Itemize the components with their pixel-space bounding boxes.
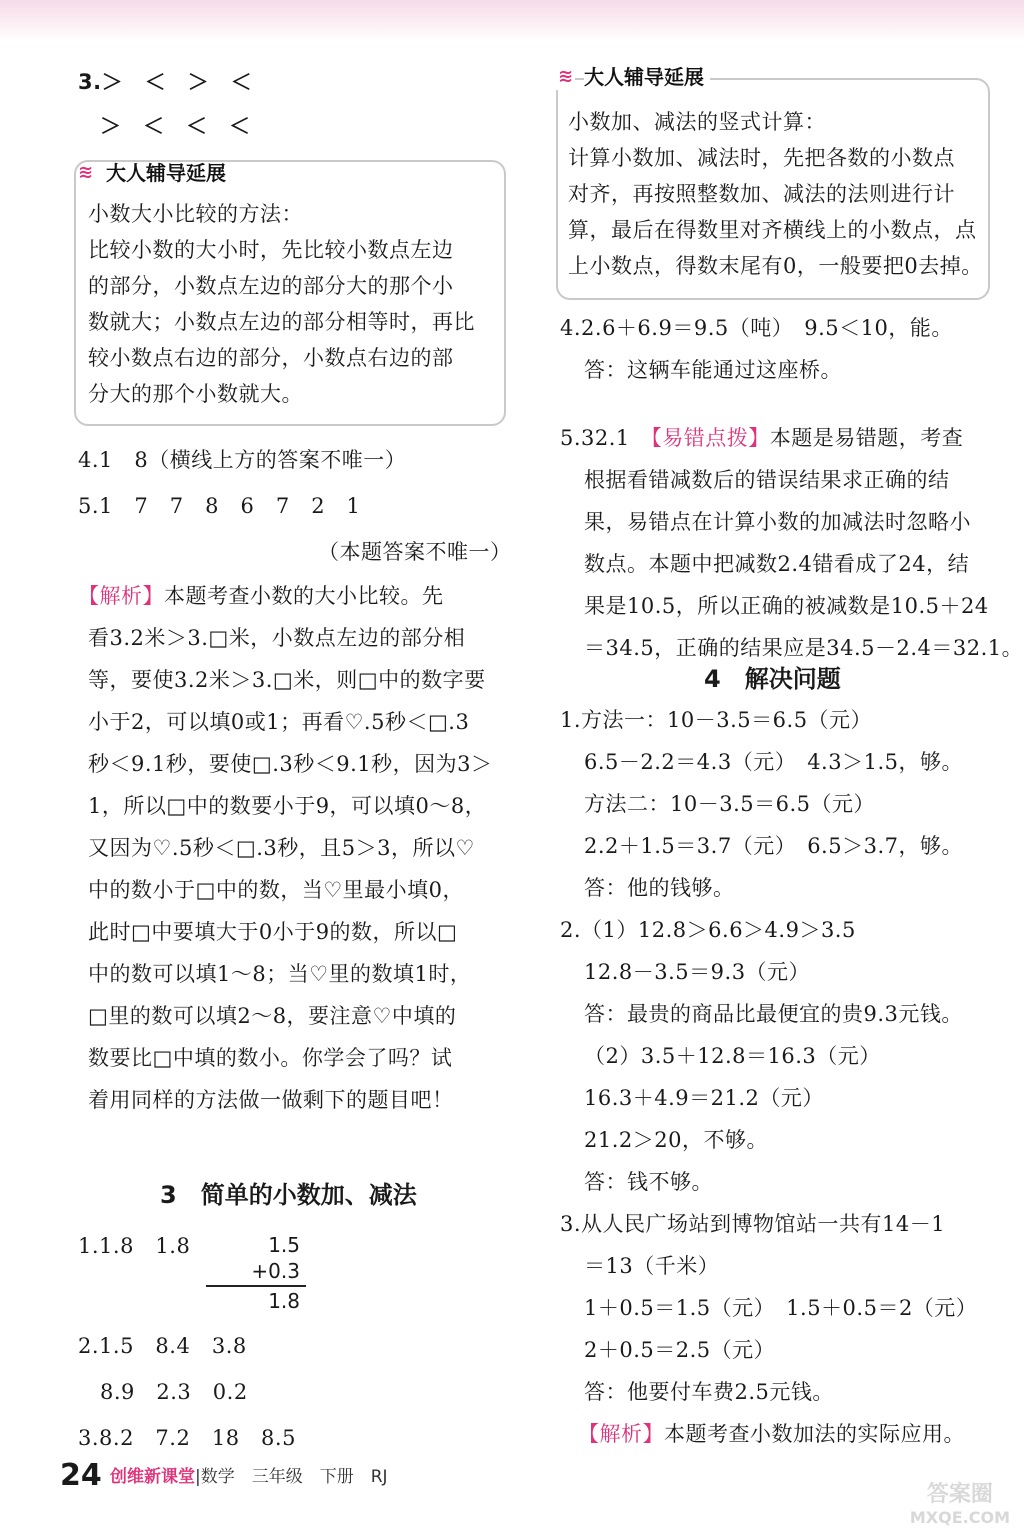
p2-line: 2.（1）12.8＞6.6＞4.9＞3.5 bbox=[560, 918, 856, 942]
r5-answer: 5.32.1 bbox=[560, 426, 652, 450]
tutor-box-2-title: 大人辅导延展 bbox=[584, 64, 710, 90]
p2-line: 答：最贵的商品比最便宜的贵9.3元钱。 bbox=[584, 1002, 963, 1026]
box1-line: 较小数点右边的部分，小数点右边的部 bbox=[88, 346, 454, 370]
vertical-calc-addend: +0.3 bbox=[251, 1259, 300, 1283]
s3-answer-1: 1.1.8 1.8 bbox=[78, 1234, 191, 1258]
wave-icon: ≋ bbox=[78, 162, 94, 183]
box1-line: 比较小数的大小时，先比较小数点左边 bbox=[88, 238, 454, 262]
r5-line: 根据看错减数后的错误结果求正确的结 bbox=[584, 468, 950, 492]
analysis-line: 中的数可以填1～8；当♡里的数填1时， bbox=[88, 962, 472, 986]
p1-line: 2.2＋1.5＝3.7（元） 6.5＞3.7，够。 bbox=[584, 834, 963, 858]
r5-line: 数点。本题中把减数2.4错看成了24，结 bbox=[584, 552, 970, 576]
error-tip-tag: 【易错点拨】 bbox=[651, 426, 770, 450]
s3-answer-2: 2.1.5 8.4 3.8 bbox=[78, 1334, 247, 1358]
analysis-first-line bbox=[78, 582, 444, 610]
p3-analysis-text: 本题考查小数加法的实际应用。 bbox=[664, 1422, 965, 1446]
box1-line: 的部分，小数点左边的部分大的那个小 bbox=[88, 274, 454, 298]
analysis-tag: 【解析】 bbox=[578, 1422, 664, 1446]
analysis-line: 此时□中要填大于0小于9的数，所以□ bbox=[88, 920, 458, 944]
p2-line: 21.2＞20，不够。 bbox=[584, 1128, 768, 1152]
analysis-line: □里的数可以填2～8，要注意♡中填的 bbox=[88, 1004, 457, 1028]
p3-line: 3.从人民广场站到博物馆站一共有14－1 bbox=[560, 1212, 946, 1236]
box2-line: 算，最后在得数里对齐横线上的小数点，点 bbox=[568, 218, 977, 242]
answer-3-row2: ＞ ＜ ＜ ＜ bbox=[100, 114, 251, 138]
analysis-line: 着用同样的方法做一做剩下的题目吧！ bbox=[88, 1088, 454, 1112]
r-answer-4-reply: 答：这辆车能通过这座桥。 bbox=[584, 358, 842, 382]
analysis-line: 小于2，可以填0或1；再看♡.5秒＜□.3 bbox=[88, 710, 470, 734]
p3-line: 答：他要付车费2.5元钱。 bbox=[584, 1380, 834, 1404]
section-4-title: 4 解决问题 bbox=[704, 665, 841, 693]
tutor-box-1-title: 大人辅导延展 bbox=[106, 161, 226, 185]
book-info: |数学 三年级 下册 RJ bbox=[195, 1467, 388, 1487]
analysis-line: 等，要使3.2米＞3.□米，则□中的数字要 bbox=[88, 668, 486, 692]
section-3-title: 3 简单的小数加、减法 bbox=[160, 1181, 417, 1209]
box1-line: 数就大；小数点左边的部分相等时，再比 bbox=[88, 310, 475, 334]
s3-answer-3: 3.8.2 7.2 18 8.5 bbox=[78, 1426, 296, 1450]
p2-line: （2）3.5＋12.8＝16.3（元） bbox=[584, 1044, 881, 1068]
box2-line: 对齐，再按照整数加、减法的法则进行计 bbox=[568, 182, 955, 206]
watermark-text: 答案圈 bbox=[926, 1482, 993, 1507]
p1-line: 答：他的钱够。 bbox=[584, 876, 735, 900]
box2-line: 计算小数加、减法时，先把各数的小数点 bbox=[568, 146, 955, 170]
r5-text: 本题是易错题，考查 bbox=[769, 426, 964, 450]
p3-line: 1＋0.5＝1.5（元） 1.5＋0.5＝2（元） bbox=[584, 1296, 978, 1320]
p3-line: ＝13（千米） bbox=[584, 1254, 720, 1278]
watermark bbox=[910, 1482, 1010, 1528]
r-answer-5-first bbox=[560, 424, 963, 452]
p2-line: 答：钱不够。 bbox=[584, 1170, 713, 1194]
vertical-calc-line bbox=[206, 1285, 306, 1287]
p1-line: 方法二：10－3.5＝6.5（元） bbox=[584, 792, 876, 816]
top-decoration-band bbox=[0, 0, 1024, 40]
s3-answer-2-row2: 8.9 2.3 0.2 bbox=[100, 1380, 248, 1404]
watermark-url: MXQE.COM bbox=[909, 1508, 1010, 1527]
brand-name: 创维新课堂 bbox=[110, 1467, 195, 1487]
r-answer-4: 4.2.6＋6.9＝9.5（吨） 9.5＜10，能。 bbox=[560, 316, 953, 340]
r5-line: 果是10.5，所以正确的被减数是10.5＋24 bbox=[584, 594, 989, 618]
answer-5: 5.1 7 7 8 6 7 2 1 bbox=[78, 494, 361, 518]
wave-icon: ≋ bbox=[556, 64, 575, 90]
analysis-line: 数要比□中填的数小。你学会了吗？试 bbox=[88, 1046, 453, 1070]
footer-caption bbox=[110, 1466, 388, 1488]
p1-line: 1.方法一：10－3.5＝6.5（元） bbox=[560, 708, 873, 732]
vertical-calc-top: 1.5 bbox=[268, 1233, 300, 1257]
r5-line: ＝34.5，正确的结果应是34.5－2.4＝32.1。 bbox=[584, 636, 1024, 660]
p1-line: 6.5－2.2＝4.3（元） 4.3＞1.5，够。 bbox=[584, 750, 963, 774]
analysis-line: 1，所以□中的数要小于9，可以填0～8， bbox=[88, 794, 487, 818]
analysis-line: 中的数小于□中的数，当♡里最小填0， bbox=[88, 878, 465, 902]
analysis-line: 秒＜9.1秒，要使□.3秒＜9.1秒，因为3＞ bbox=[88, 752, 493, 776]
vertical-calc-result: 1.8 bbox=[268, 1289, 300, 1313]
box2-line: 上小数点，得数末尾有0，一般要把0去掉。 bbox=[568, 254, 983, 278]
p3-analysis bbox=[578, 1420, 965, 1448]
analysis-line: 又因为♡.5秒＜□.3秒，且5＞3，所以♡ bbox=[88, 836, 475, 860]
box1-line: 小数大小比较的方法： bbox=[88, 202, 303, 226]
box1-line: 分大的那个小数就大。 bbox=[88, 382, 303, 406]
p2-line: 16.3＋4.9＝21.2（元） bbox=[584, 1086, 824, 1110]
answer-3: 3.＞ ＜ ＞ ＜ bbox=[78, 70, 253, 94]
p3-line: 2＋0.5＝2.5（元） bbox=[584, 1338, 776, 1362]
p2-line: 12.8－3.5＝9.3（元） bbox=[584, 960, 811, 984]
box2-line: 小数加、减法的竖式计算： bbox=[568, 110, 826, 134]
answer-5-note: （本题答案不唯一） bbox=[318, 540, 512, 564]
answer-4: 4.1 8（横线上方的答案不唯一） bbox=[78, 448, 407, 472]
r5-line: 果，易错点在计算小数的加减法时忽略小 bbox=[584, 510, 971, 534]
page-number: 24 bbox=[60, 1458, 102, 1493]
analysis-line: 看3.2米＞3.□米，小数点左边的部分相 bbox=[88, 626, 466, 650]
analysis-tag: 【解析】 bbox=[78, 584, 164, 608]
analysis-line: 本题考查小数的大小比较。先 bbox=[164, 584, 444, 608]
